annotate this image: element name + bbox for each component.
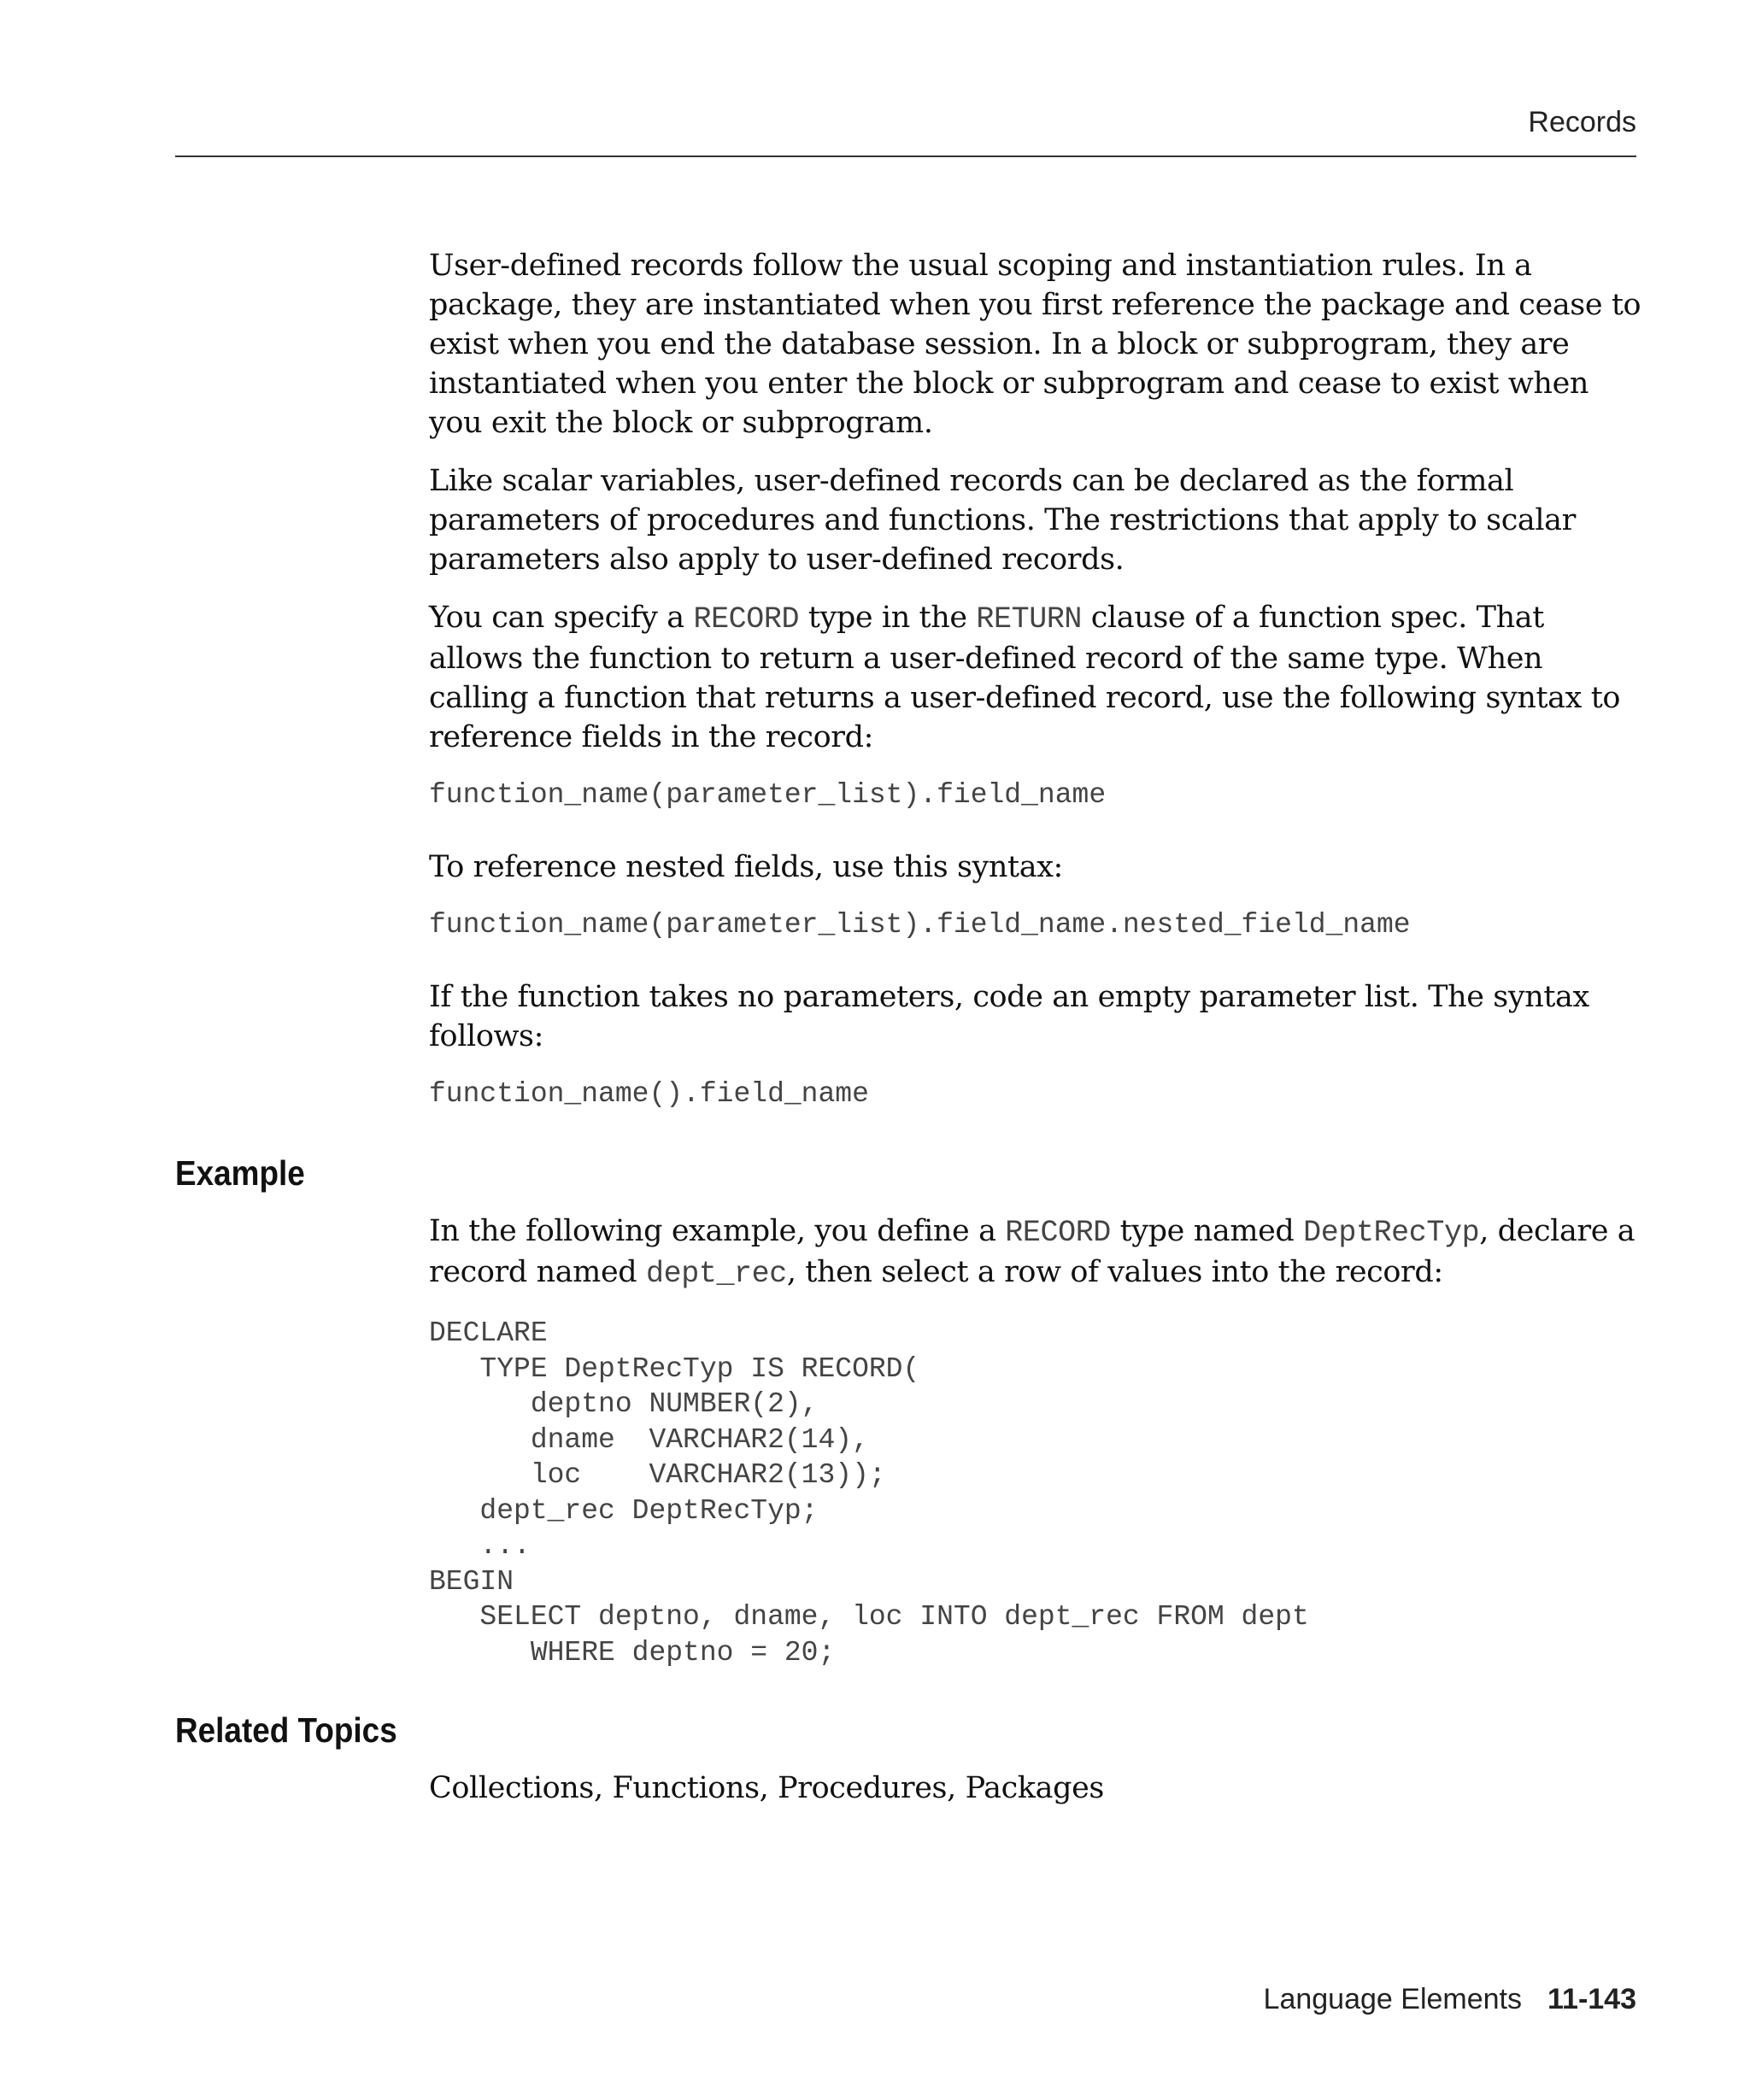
- syntax-nested-field: [429, 909, 1642, 941]
- text-run: , then select a row of values into the record:: [786, 1255, 1443, 1289]
- paragraph-text: User-defined records follow the usual scoping and instantiation rules. In a package, they are instantiated when you first reference the package and cease to exist when you end the database session. In a block or subprogram, they are instantiated when you enter the block or subprogram and cease to exist when you exit the block or subprogram.: [429, 249, 1641, 440]
- footer-section: Language Elements: [1263, 1983, 1522, 2015]
- inline-code-record-name: dept_rec: [646, 1257, 787, 1291]
- text-run: clause of a function spec. That allows the function to return a user-defined record of the same type. When calling a function that returns a user-defined record, use the following syntax to reference fields in the record:: [429, 601, 1621, 754]
- heading-related-topics: Related Topics: [175, 1710, 397, 1750]
- code-syntax: function_name(parameter_list).field_name.nested_field_name: [429, 909, 1411, 941]
- text-run: You can specify a: [429, 601, 694, 635]
- paragraph-example-intro: [429, 1211, 1642, 1293]
- paragraph-text: If the function takes no parameters, code an empty parameter list. The syntax follows:: [429, 980, 1589, 1053]
- syntax-field-reference: [429, 779, 1642, 811]
- paragraph-text: To reference nested fields, use this syntax:: [429, 850, 1063, 884]
- code-block: DECLARE TYPE DeptRecTyp IS RECORD( deptno NUMBER(2), dname VARCHAR2(14), loc VARCHAR2(13)); dept_rec DeptRecTyp; ... BEGIN SELECT deptno, dname, loc INTO dept_rec FROM dept WHERE deptno = 20;: [429, 1317, 1309, 1669]
- paragraph-nested: [429, 848, 1642, 887]
- paragraph-parameters: [429, 461, 1642, 579]
- page-number: 11-143: [1547, 1983, 1636, 2015]
- code-syntax: function_name().field_name: [429, 1078, 869, 1110]
- inline-code-return: RETURN: [976, 602, 1083, 636]
- related-topics-list: Collections, Functions, Procedures, Packages: [429, 1771, 1104, 1805]
- page-footer: [175, 1983, 1636, 2016]
- code-syntax: function_name(parameter_list).field_name: [429, 779, 1107, 811]
- related-topics: [429, 1769, 1642, 1808]
- text-run: , declare a record named: [429, 1214, 1635, 1289]
- paragraph-text: [429, 1211, 1642, 1293]
- heading-example: Example: [175, 1153, 305, 1193]
- paragraph-return-clause: [429, 598, 1642, 757]
- text-run: type named: [1110, 1214, 1304, 1248]
- code-example: [429, 1316, 1642, 1670]
- header-rule: [175, 155, 1636, 157]
- paragraph-text: [429, 598, 1642, 757]
- paragraph-scoping: [429, 246, 1642, 443]
- paragraph-text: Like scalar variables, user-defined records can be declared as the formal parameters of procedures and functions. The restrictions that apply to scalar parameters also apply to user-defined records.: [429, 464, 1576, 577]
- paragraph-no-params: [429, 977, 1642, 1056]
- inline-code-type-name: DeptRecTyp: [1303, 1216, 1480, 1250]
- text-run: In the following example, you define a: [429, 1214, 1006, 1248]
- text-run: type in the: [799, 601, 977, 635]
- running-header: Records: [1528, 106, 1636, 138]
- inline-code-record: RECORD: [693, 602, 800, 636]
- syntax-empty-params: [429, 1078, 1642, 1110]
- inline-code-record: RECORD: [1005, 1216, 1111, 1250]
